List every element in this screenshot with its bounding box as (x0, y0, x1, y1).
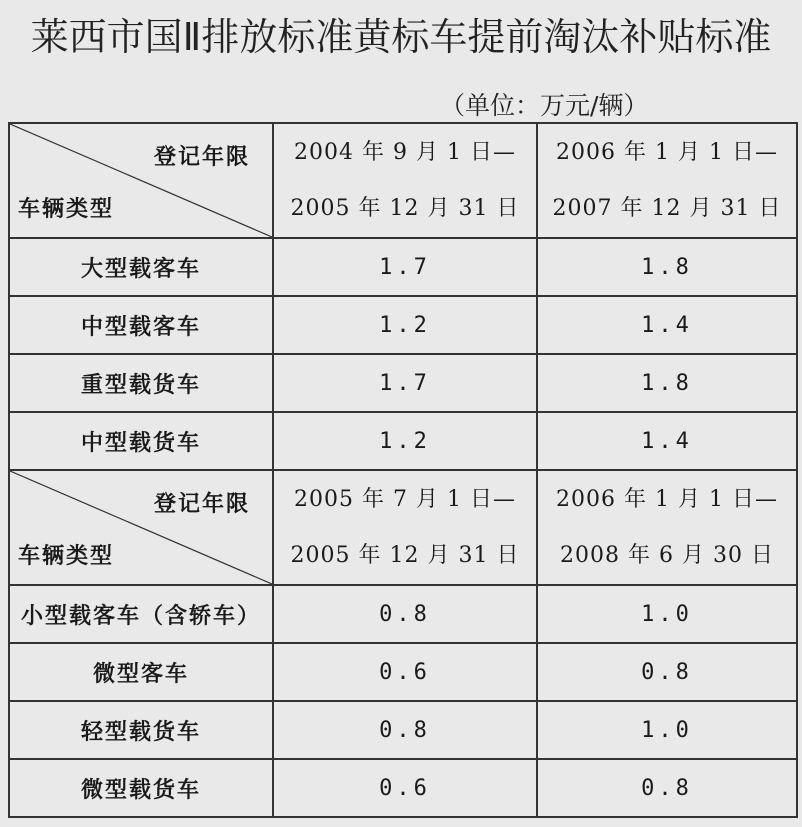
header-registration-period: 登记年限 (153, 145, 250, 170)
subsidy-value: 0.8 (273, 585, 537, 643)
diagonal-header-cell (9, 123, 273, 238)
table-row (9, 412, 797, 470)
vehicle-type: 重型载货车 (9, 354, 273, 412)
period-cell (537, 123, 797, 238)
table-row (9, 759, 797, 817)
period-cell (273, 470, 537, 585)
vehicle-type: 中型载货车 (9, 412, 273, 470)
subsidy-value: 1.2 (273, 412, 537, 470)
subsidy-value: 0.8 (537, 643, 797, 701)
vehicle-type: 小型载客车（含轿车） (9, 585, 273, 643)
unit-note: （单位：万元/辆） (440, 91, 649, 120)
table-row (9, 238, 797, 296)
subsidy-value: 1.7 (273, 354, 537, 412)
vehicle-type: 中型载客车 (9, 296, 273, 354)
vehicle-type: 微型载货车 (9, 759, 273, 817)
header-registration-period: 登记年限 (153, 492, 250, 517)
subsidy-value: 0.6 (273, 643, 537, 701)
subsidy-value: 1.4 (537, 412, 797, 470)
period-start: 2006 年 1 月 1 日— (556, 139, 778, 165)
table-row (9, 585, 797, 643)
subsidy-value: 1.0 (537, 585, 797, 643)
period-start: 2005 年 7 月 1 日— (294, 486, 516, 512)
table-row (9, 643, 797, 701)
table-row (9, 296, 797, 354)
subsidy-value: 1.4 (537, 296, 797, 354)
subsidy-value: 1.8 (537, 238, 797, 296)
header-vehicle-type: 车辆类型 (18, 197, 115, 222)
period-end: 2005 年 12 月 31 日 (290, 195, 520, 221)
subsidy-value: 0.6 (273, 759, 537, 817)
subsidy-value: 1.2 (273, 296, 537, 354)
period-end: 2005 年 12 月 31 日 (290, 542, 520, 568)
vehicle-type: 轻型载货车 (9, 701, 273, 759)
table-row (9, 354, 797, 412)
period-cell (273, 123, 537, 238)
section-header-row (9, 123, 797, 238)
subsidy-value: 0.8 (273, 701, 537, 759)
period-end: 2008 年 6 月 30 日 (560, 542, 774, 568)
table-row (9, 701, 797, 759)
subsidy-table (8, 122, 798, 818)
period-end: 2007 年 12 月 31 日 (552, 195, 782, 221)
vehicle-type: 微型客车 (9, 643, 273, 701)
period-cell (537, 470, 797, 585)
period-start: 2006 年 1 月 1 日— (556, 486, 778, 512)
section-header-row (9, 470, 797, 585)
subsidy-value: 1.8 (537, 354, 797, 412)
header-vehicle-type: 车辆类型 (18, 544, 115, 569)
subsidy-value: 1.0 (537, 701, 797, 759)
subsidy-value: 1.7 (273, 238, 537, 296)
subsidy-value: 0.8 (537, 759, 797, 817)
page-title: 莱西市国Ⅱ排放标准黄标车提前淘汰补贴标准 (30, 15, 772, 59)
period-start: 2004 年 9 月 1 日— (294, 139, 516, 165)
diagonal-header-cell (9, 470, 273, 585)
vehicle-type: 大型载客车 (9, 238, 273, 296)
